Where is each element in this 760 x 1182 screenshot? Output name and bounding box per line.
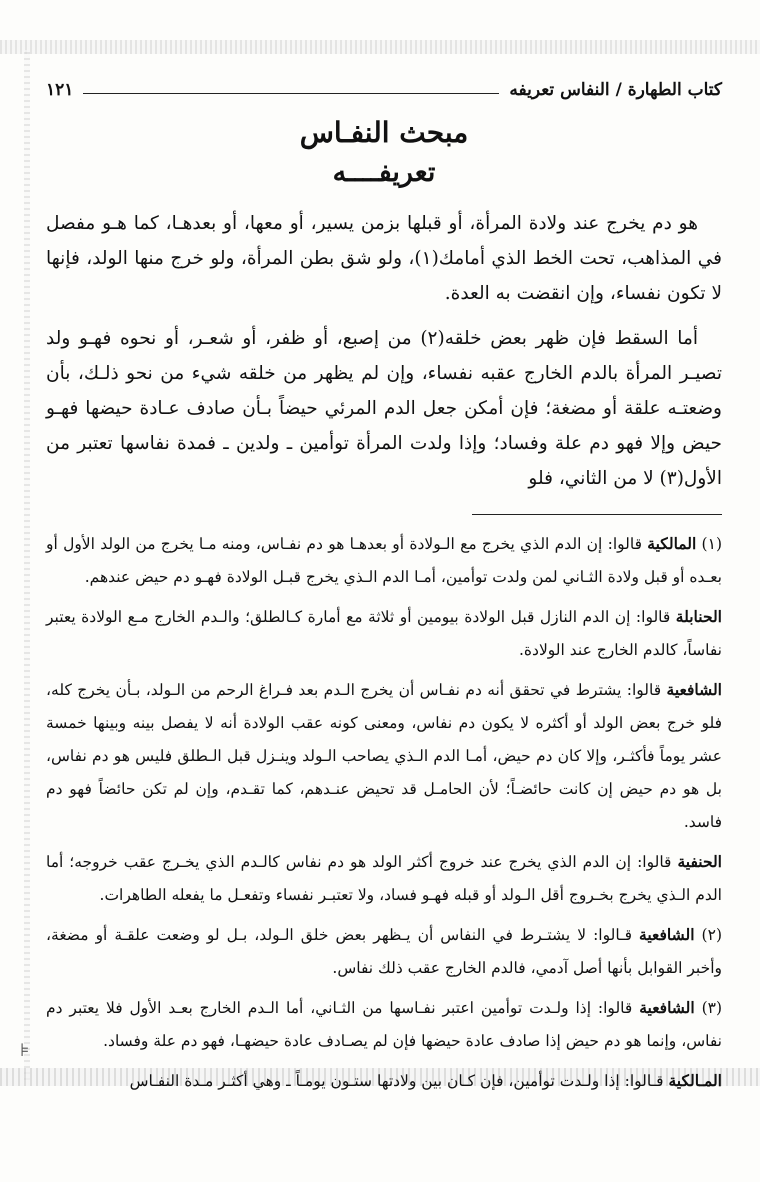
footnote (46, 991, 722, 1058)
footnote-text: قالوا: إن الدم الذي يخرج عند خروج أكثر الولد هو دم نفاس كالـدم الذي يخـرج عقب خروجه؛ أما الدم الـذي يخرج بخـروج أقل الـولد أو قبله فهـو فساد، ولا تعتبـر نفساء وتفعـل ما يفعله الطاهرات. (46, 853, 722, 904)
footnote-text: قالوا: يشترط في تحقق أنه دم نفـاس أن يخرج الـدم بعد فـراغ الرحم من الـولد، بـأن يخرج كله، فلو خرج بعض الولد أو أكثره لا يكون دم نفاس، ومعنى كونه عقب الولادة أنه لا يفصل بينه وبينها خمسة عشر يوماً فأكثـر، وإلا كان دم حيض، أمـا الدم الـذي يصاحب الـولد وينـزل قبل الـطلق فليس هو دم نفاس، بل هو دم حيض إن كانت حائضـاً؛ لأن الحامـل قد تحيض عنـدهم، كما تقـدم، وإن لم تكن حائضاً فهو دم فاسد. (46, 681, 722, 831)
margin-mark: ⊧ (20, 1040, 30, 1061)
running-head-title: كتاب الطهارة / النفاس تعريفه (509, 80, 722, 100)
footnote-prefix: (١) (696, 535, 722, 553)
footnote (46, 918, 722, 985)
section-title: تعريفــــه (332, 157, 436, 188)
footnote-school-label: الشافعية (666, 680, 722, 699)
footnote (46, 527, 722, 594)
body-paragraph: هو دم يخرج عند ولادة المرأة، أو قبلها بزمن يسير، أو معها، أو بعدهـا، كما هـو مفصل في المذاهب، تحت الخط الذي أمامك(١)، ولو شق بطن المرأة، ولو خرج منها الولد، فإنها لا تكون نفساء، وإن انقضت به العدة. (46, 213, 722, 304)
footnote-separator (472, 514, 722, 515)
footnote-school-label: الشافعية (639, 925, 695, 944)
header-rule (83, 93, 499, 94)
running-head (46, 70, 722, 110)
footnote-prefix: (٣) (694, 999, 723, 1017)
footnote-text: قـالوا: إذا ولـدت توأمين، فإن كـان بين ولادتها ستـون يومـاً ـ وهي أكثـر مـدة النفـاس (129, 1072, 669, 1090)
page-content (46, 70, 722, 1104)
footnote (46, 600, 722, 667)
footnote (46, 673, 722, 839)
footnote-school-label: المـالكية (668, 1071, 722, 1090)
footnote (46, 845, 722, 912)
footnote-text: قالوا: إن الدم الذي يخرج مع الـولادة أو بعدهـا هو دم نفـاس، ومنه مـا يخرج من الولد الأول أو بعـده أو قبل ولادة الثـاني لمن ولدت توأمين، أمـا الدم الـذي يخرج قبـل الولادة فهـو دم حيض عندهم. (46, 535, 722, 586)
page-number: ١٢١ (46, 80, 74, 100)
footnote-text: قالوا: إذا ولـدت توأمين اعتبر نفـاسها من الثـاني، أما الـدم الخارج بعـد الأول فلا يعتبر دم نفاس، وإنما هو دم حيض إذا صادف عادة حيضها فإن لم يصـادف عادة حيضهـا، فهو دم علة وفساد. (46, 999, 722, 1050)
scan-edge-left (24, 50, 30, 1080)
footnote-school-label: الشافعية (639, 998, 695, 1017)
scan-edge-top (0, 40, 760, 54)
footnote (46, 1064, 722, 1098)
body-paragraph: أما السقط فإن ظهر بعض خلقه(٢) من إصبع، أو ظفر، أو شعـر، أو نحوه فهـو ولد تصيـر المرأة بالدم الخارج عقبه نفساء، وإن لم يظهر من خلقه شيء من نحو ذلـك، بأن وضعتـه علقة أو مضغة؛ فإن أمكن جعل الدم المرئي حيضاً بـأن صادف عـادة حيضها فهـو حيض وإلا فهو دم علة وفساد؛ وإذا ولدت المرأة توأمين ـ ولدين ـ فمدة نفاسها تعتبر من الأول(٣) لا من الثاني، فلو (46, 328, 722, 489)
footnote-school-label: الحنابلة (675, 607, 722, 626)
chapter-title: مبحث النفـاس (299, 116, 469, 149)
footnote-text: قـالوا: لا يشتـرط في النفاس أن يـظهر بعض خلق الـولد، بـل لو وضعت علقـة أو مضغة، وأخبر القوابل بأنها أصل آدمي، فالدم الخارج عقب ذلك نفاس. (46, 926, 722, 977)
footnote-school-label: الحنفية (677, 852, 722, 871)
footnote-prefix: (٢) (694, 926, 722, 944)
footnote-school-label: المالكية (647, 534, 697, 553)
footnote-text: قالوا: إن الدم النازل قبل الولادة بيومين أو ثلاثة مع أمارة كـالطلق؛ والـدم الخارج مـع الولادة يعتبر نفاساً، كالدم الخارج عند الولادة. (46, 608, 722, 659)
